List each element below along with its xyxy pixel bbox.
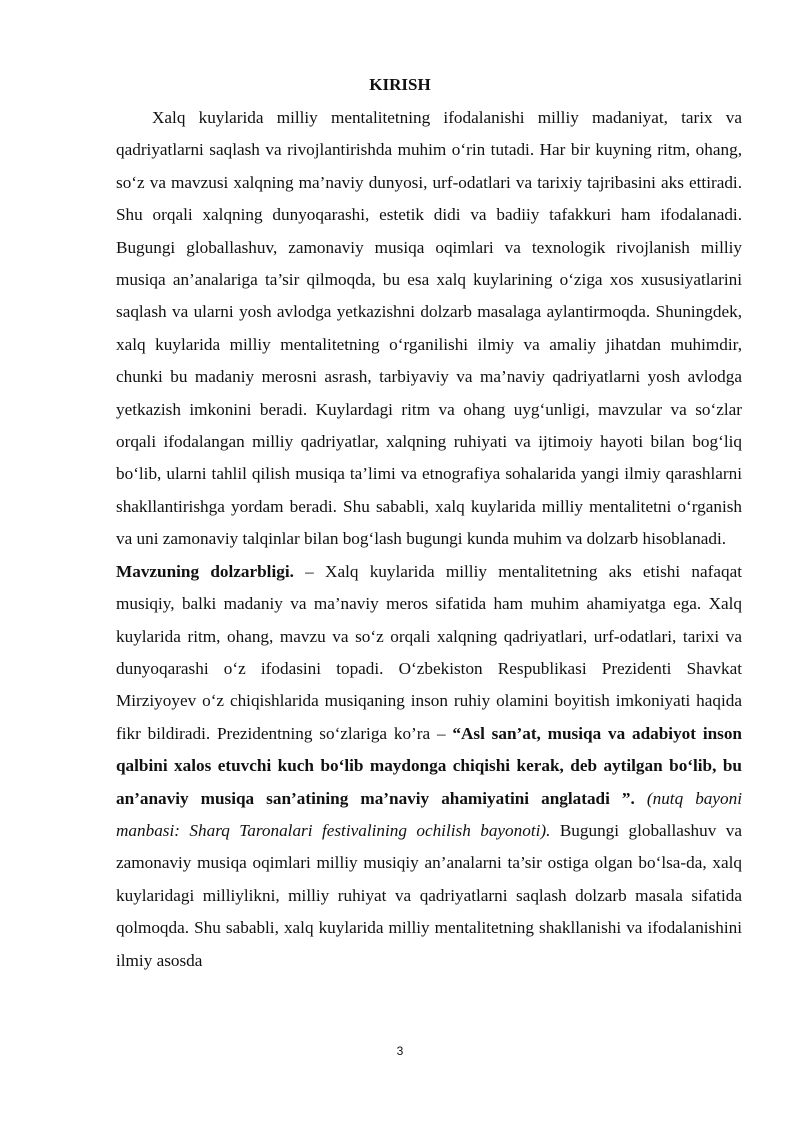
source-note: (nutq bayoni manbasi: Sharq Taronalari festivalining ochilish bayonoti). xyxy=(116,788,742,840)
section-heading: KIRISH xyxy=(369,75,431,94)
relevance-label: Mavzuning dolzarbligi. xyxy=(116,561,294,581)
intro-paragraph: Xalq kuylarida milliy mentalitetning ifodalanishi milliy madaniyat, tarix va qadriyatlarni saqlash va rivojlantirishda muhim o‘rin tutadi. Har bir kuyning ritm, ohang, so‘z va mavzusi xalqning ma’naviy dunyosi, urf-odatlari va tarixiy tajribasini aks ettiradi. Shu orqali xalqning dunyoqarashi, estetik didi va badiiy tafakkuri ham ifodalanadi. Bugungi globallashuv, zamonaviy musiqa oqimlari va texnologik rivojlanish milliy musiqa an’analariga ta’sir qilmoqda, bu esa xalq kuylarining o‘ziga xos xususiyatlarini saqlash va ularni yosh avlodga yetkazishni dolzarb masalaga aylantirmoqda. Shuningdek, xalq kuylarida milliy mentalitetning o‘rganilishi ilmiy va amaliy jihatdan muhimdir, chunki bu madaniy merosni asrash, tarbiyaviy va ma’naviy qadriyatlarni yosh avlodga yetkazish imkonini beradi. Kuylardagi ritm va ohang uyg‘unligi, mavzular va so‘zlar orqali ifodalangan milliy qadriyatlar, xalqning ruhiyati va ijtimoiy hayoti bilan bog‘liq bo‘lib, ularni tahlil qilish musiqa ta’limi va etnografiya sohalarida yangi ilmiy qarashlarni shakllantirishga yordam beradi. Shu sababli, xalq kuylarida milliy mentalitetni o‘rganish va uni zamonaviy talqinlar bilan bog‘lash bugungi kunda muhim va dolzarb hisoblanadi. xyxy=(116,108,742,549)
page-number: 3 xyxy=(396,1044,404,1058)
relevance-paragraph xyxy=(116,556,742,977)
body-text xyxy=(116,102,742,977)
closing-text: Bugungi globallashuv va zamonaviy musiqa oqimlari milliy musiqiy an’analarni ta’sir ostiga olgan bo‘lsa-da, xalq kuylaridagi milliylikni, milliy ruhiyat va qadriyatlarni saqlash dolzarb masala sifatida qolmoqda. Shu sababli, xalq kuylarida milliy mentalitetning shakllanishi va ifodalanishini ilmiy asosda xyxy=(116,820,742,970)
relevance-text: – Xalq kuylarida milliy mentalitetning aks etishi nafaqat musiqiy, balki madaniy va ma’naviy meros sifatida ham muhim ahamiyatga ega. Xalq kuylarida ritm, ohang, mavzu va so‘z orqali xalqning qadriyatlari, urf-odatlari, tarixi va dunyoqarashi o‘z ifodasini topadi. O‘zbekiston Respublikasi Prezidenti Shavkat Mirziyoyev o‘z chiqishlarida musiqaning inson ruhiy olamini boyitish imkoniyati haqida fikr bildiradi. Prezidentning so‘zlariga ko’ra – xyxy=(116,561,742,743)
president-quote: “Asl san’at, musiqa va adabiyot inson qalbini xalos etuvchi kuch bo‘lib maydonga chiqishi kerak, deb aytilgan bo‘lib, bu an’anaviy musiqa san’atining ma’naviy ahamiyatini anglatadi ”. xyxy=(116,723,742,808)
